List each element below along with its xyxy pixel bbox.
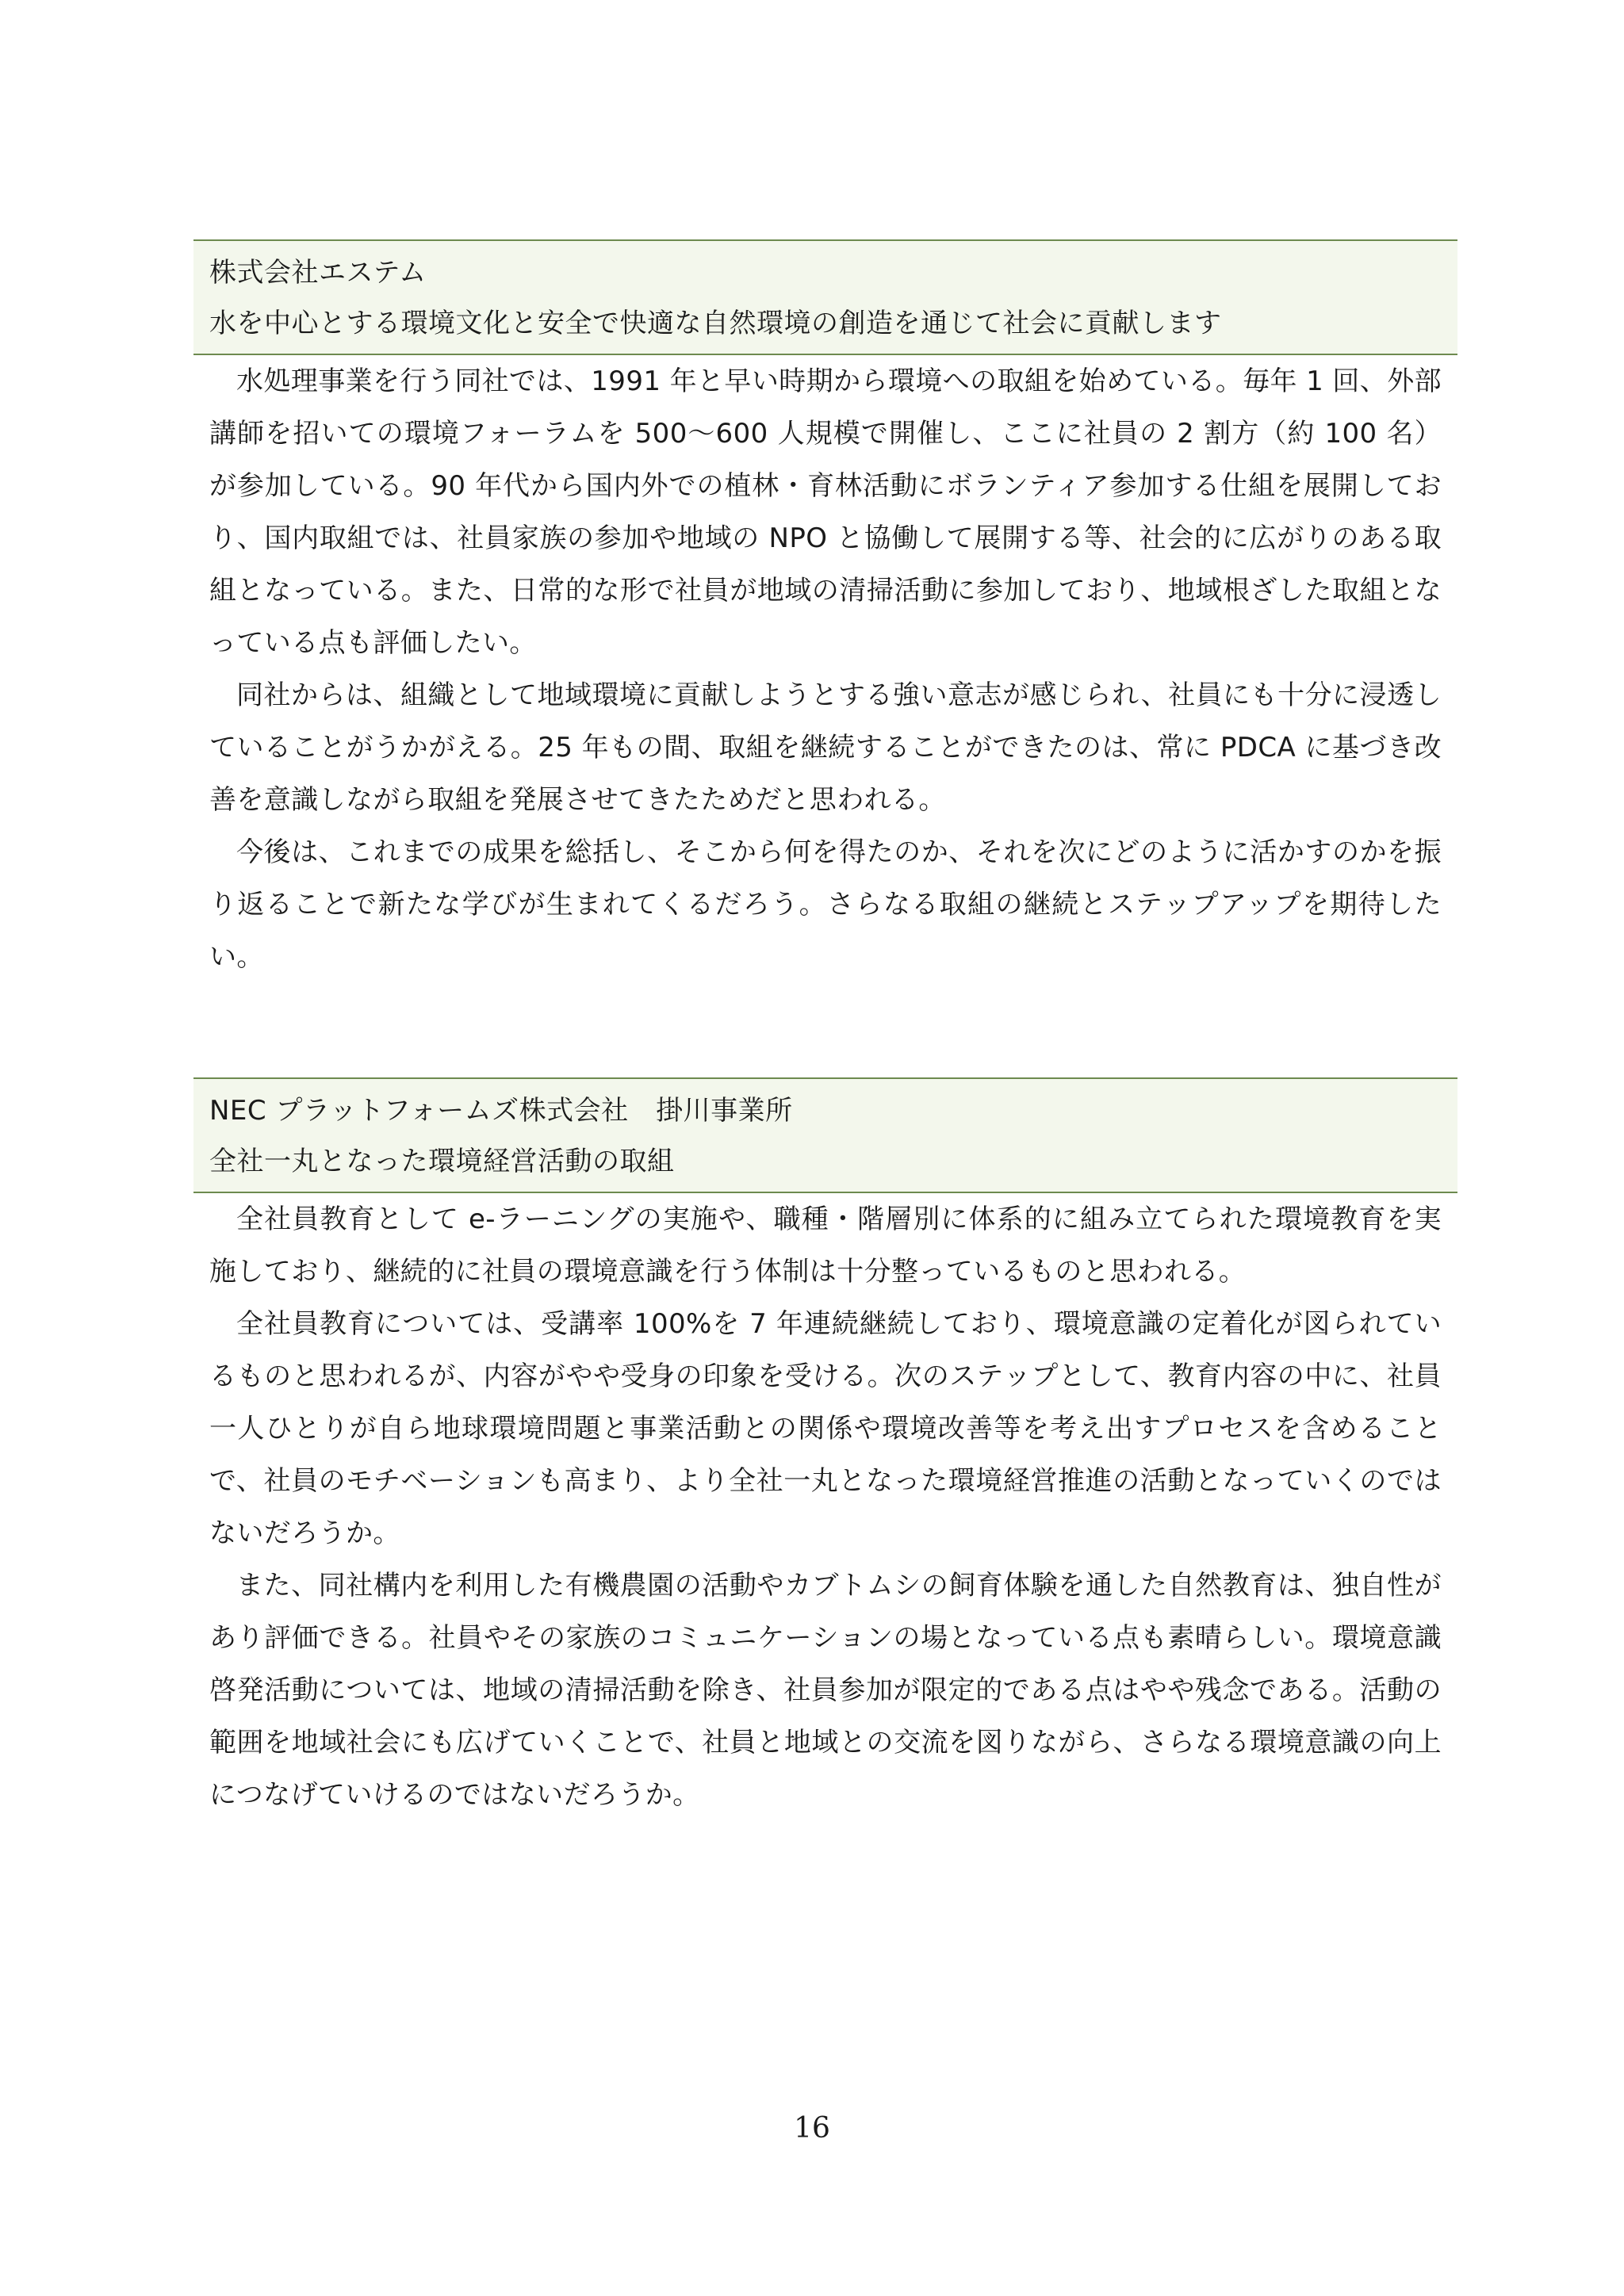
paragraph: 今後は、これまでの成果を総括し、そこから何を得たのか、それを次にどのように活かすのかを振り返ることで新たな学びが生まれてくるだろう。さらなる取組の継続とステップアップを期待したい。 bbox=[209, 836, 1442, 973]
paragraph: 全社員教育については、受講率 100%を 7 年連続継続しており、環境意識の定着化が図られているものと思われるが、内容がやや受身の印象を受ける。次のステップとして、教育内容の中に、社員一人ひとりが自ら地球環境問題と事業活動との関係や環境改善等を考え出すプロセスを含めることで、社員のモチベーションも高まり、より全社一丸となった環境経営推進の活動となっていくのではないだろうか。 bbox=[209, 1308, 1442, 1549]
section-body bbox=[193, 355, 1457, 983]
paragraph: 水処理事業を行う同社では、1991 年と早い時期から環境への取組を始めている。毎年 1 回、外部講師を招いての環境フォーラムを 500～600 人規模で開催し、ここに社員の 2 割方（約 100 名）が参加している。90 年代から国内外での植林・育林活動にボランティア参加する仕組を展開しており、国内取組では、社員家族の参加や地域の NPO と協働して展開する等、社会的に広がりのある取組となっている。また、日常的な形で社員が地域の清掃活動に参加しており、地域根ざした取組となっている点も評価したい。 bbox=[209, 365, 1442, 659]
section-body bbox=[193, 1193, 1457, 1821]
paragraph: 同社からは、組織として地域環境に貢献しようとする強い意志が感じられ、社員にも十分に浸透していることがうかがえる。25 年もの間、取組を継続することができたのは、常に PDCA に基づき改善を意識しながら取組を発展させてきたためだと思われる。 bbox=[209, 679, 1442, 816]
paragraph: 全社員教育として e-ラーニングの実施や、職種・階層別に体系的に組み立てられた環境教育を実施しており、継続的に社員の環境意識を行う体制は十分整っているものと思われる。 bbox=[209, 1203, 1442, 1288]
section-estem bbox=[193, 239, 1457, 983]
section-subtitle: 水を中心とする環境文化と安全で快適な自然環境の創造を通じて社会に貢献します bbox=[209, 308, 1222, 339]
paragraph: また、同社構内を利用した有機農園の活動やカブトムシの飼育体験を通した自然教育は、独自性があり評価できる。社員やその家族のコミュニケーションの場となっている点も素晴らしい。環境意識啓発活動については、地域の清掃活動を除き、社員参加が限定的である点はやや残念である。活動の範囲を地域社会にも広げていくことで、社員と地域との交流を図りながら、さらなる環境意識の向上につなげていけるのではないだろうか。 bbox=[209, 1570, 1442, 1811]
section-header bbox=[193, 1077, 1457, 1193]
section-header bbox=[193, 239, 1457, 355]
page-number: 16 bbox=[794, 2112, 830, 2145]
section-subtitle: 全社一丸となった環境経営活動の取組 bbox=[209, 1146, 675, 1177]
company-name: NEC プラットフォームズ株式会社 掛川事業所 bbox=[209, 1095, 793, 1127]
section-nec-platforms bbox=[193, 1077, 1457, 1821]
company-name: 株式会社エステム bbox=[209, 257, 427, 289]
